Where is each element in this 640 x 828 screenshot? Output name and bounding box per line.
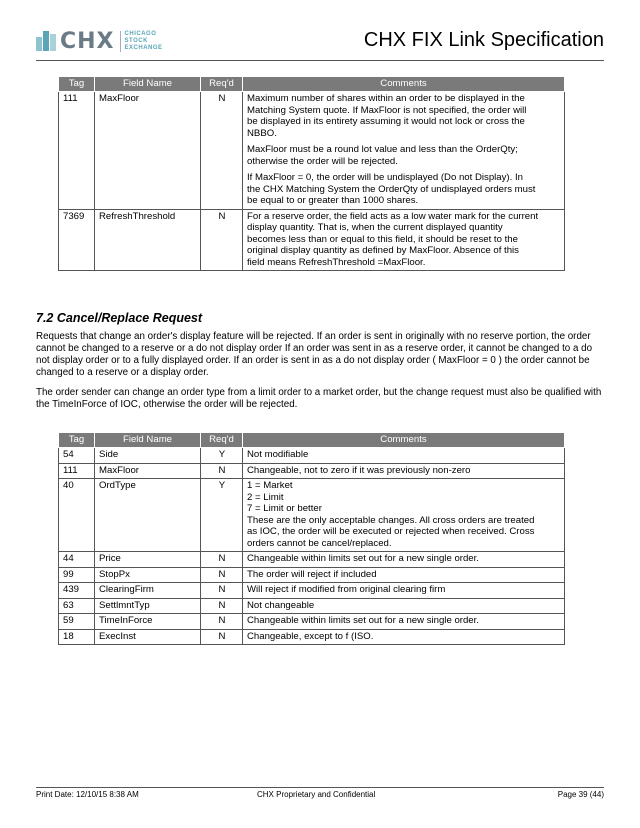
comment-paragraph <box>247 144 561 167</box>
cell-reqd: Y <box>201 479 243 552</box>
cell-field-name: ExecInst <box>95 629 201 645</box>
section-paragraph-2: The order sender can change an order type from a limit order to a market order, but the change request must also be qualified with the TimeInForce of IOC, otherwise the order will be rejected. <box>36 387 602 410</box>
page-header <box>36 26 604 58</box>
cell-reqd: N <box>201 92 243 210</box>
table-header-row <box>59 77 565 92</box>
comment-line: be equal to or greater than 1000 shares. <box>247 195 419 206</box>
table-row <box>59 567 565 583</box>
cell-field-name: OrdType <box>95 479 201 552</box>
chx-logo <box>36 28 163 54</box>
cell-reqd: N <box>201 209 243 271</box>
maxfloor-fields-table <box>58 76 565 271</box>
comment-paragraph <box>247 465 561 477</box>
comment-paragraph <box>247 631 561 643</box>
comment-paragraph <box>247 584 561 596</box>
cell-comments <box>243 448 565 464</box>
header-divider <box>36 60 604 61</box>
cell-reqd: Y <box>201 448 243 464</box>
column-header-reqd: Req'd <box>201 77 243 92</box>
comment-paragraph <box>247 480 561 549</box>
footer-confidential: CHX Proprietary and Confidential <box>257 790 376 799</box>
cell-comments <box>243 92 565 210</box>
comment-paragraph <box>247 615 561 627</box>
table-row <box>59 209 565 271</box>
cell-tag: 18 <box>59 629 95 645</box>
column-header-comments: Comments <box>243 77 565 92</box>
comment-line: 2 = Limit <box>247 491 284 503</box>
cell-tag: 439 <box>59 583 95 599</box>
cell-field-name: StopPx <box>95 567 201 583</box>
cell-field-name: TimeInForce <box>95 614 201 630</box>
comment-line: Changeable, not to zero if it was previously non-zero <box>247 464 471 476</box>
column-header-tag: Tag <box>59 77 95 92</box>
table-row <box>59 92 565 210</box>
comment-line: Will reject if modified from original clearing firm <box>247 584 446 595</box>
logo-text: CHX <box>60 28 115 54</box>
cell-comments <box>243 567 565 583</box>
cell-comments <box>243 614 565 630</box>
cell-comments <box>243 598 565 614</box>
cell-tag: 111 <box>59 463 95 479</box>
table-row <box>59 629 565 645</box>
comment-line: These are the only acceptable changes. All cross orders are treated <box>247 514 535 526</box>
cell-field-name: RefreshThreshold <box>95 209 201 271</box>
footer-page-number: Page 39 (44) <box>557 790 604 799</box>
footer-print-date: Print Date: 12/10/15 8:38 AM <box>36 790 139 799</box>
cell-field-name: Price <box>95 552 201 568</box>
cell-comments <box>243 209 565 271</box>
cell-reqd: N <box>201 583 243 599</box>
comment-line: Changeable within limits set out for a new single order. <box>247 615 479 626</box>
comment-line: 7 = Limit or better <box>247 503 322 514</box>
cell-comments <box>243 463 565 479</box>
comment-paragraph <box>247 211 561 269</box>
column-header-reqd: Req'd <box>201 433 243 448</box>
comment-line: NBBO. <box>247 127 277 139</box>
comment-line: becomes less than or equal to this field, it should be reset to the <box>247 233 518 245</box>
comment-paragraph <box>247 449 561 461</box>
comment-line: Changeable within limits set out for a new single order. <box>247 553 479 564</box>
comment-paragraph <box>247 600 561 612</box>
cell-comments <box>243 552 565 568</box>
column-header-field-name: Field Name <box>95 77 201 92</box>
column-header-field-name: Field Name <box>95 433 201 448</box>
column-header-comments: Comments <box>243 433 565 448</box>
comment-line: field means RefreshThreshold =MaxFloor. <box>247 256 426 268</box>
cell-tag: 44 <box>59 552 95 568</box>
comment-line: original display quantity as defined by MaxFloor. Absence of this <box>247 245 519 256</box>
chx-logo-mark-icon <box>36 31 56 51</box>
comment-line: MaxFloor must be a round lot value and less than the OrderQty; <box>247 144 518 155</box>
cell-field-name: SettlmntTyp <box>95 598 201 614</box>
cell-comments <box>243 479 565 552</box>
comment-paragraph <box>247 93 561 139</box>
cell-reqd: N <box>201 614 243 630</box>
comment-line: otherwise the order will be rejected. <box>247 155 398 167</box>
cell-tag: 7369 <box>59 209 95 271</box>
comment-line: be displayed in its entirety assuming it would not lock or cross the <box>247 116 525 127</box>
comment-line: as IOC, the order will be executed or rejected when received. Cross <box>247 526 535 537</box>
cell-tag: 111 <box>59 92 95 210</box>
table-row <box>59 463 565 479</box>
footer-divider <box>36 787 604 788</box>
comment-line: Changeable, except to f (ISO. <box>247 630 374 642</box>
comment-line: Maximum number of shares within an order to be displayed in the <box>247 93 525 104</box>
cell-reqd: N <box>201 552 243 568</box>
comment-paragraph <box>247 172 561 207</box>
column-header-tag: Tag <box>59 433 95 448</box>
table-row <box>59 614 565 630</box>
document-title: CHX FIX Link Specification <box>363 29 604 51</box>
comment-paragraph <box>247 569 561 581</box>
comment-line: Matching System quote. If MaxFloor is not specified, the order will <box>247 104 527 116</box>
cell-tag: 63 <box>59 598 95 614</box>
table-header-row <box>59 433 565 448</box>
cell-tag: 59 <box>59 614 95 630</box>
table-row <box>59 598 565 614</box>
table-row <box>59 448 565 464</box>
cell-tag: 40 <box>59 479 95 552</box>
comment-line: The order will reject if included <box>247 568 377 580</box>
comment-line: Not changeable <box>247 599 315 611</box>
cell-comments <box>243 583 565 599</box>
comment-line: orders cannot be cancel/replaced. <box>247 537 392 549</box>
table-row <box>59 583 565 599</box>
table-row <box>59 552 565 568</box>
cell-reqd: N <box>201 567 243 583</box>
cell-reqd: N <box>201 463 243 479</box>
cancel-replace-fields-table <box>58 432 565 645</box>
cell-field-name: MaxFloor <box>95 463 201 479</box>
cell-comments <box>243 629 565 645</box>
cell-tag: 99 <box>59 567 95 583</box>
logo-subtext: CHICAGO STOCK EXCHANGE <box>120 31 163 52</box>
cell-field-name: Side <box>95 448 201 464</box>
comment-line: Not modifiable <box>247 449 309 460</box>
comment-line: display quantity. That is, when the current displayed quantity <box>247 222 503 233</box>
table-row <box>59 479 565 552</box>
comment-line: If MaxFloor = 0, the order will be undisplayed (Do not Display). In <box>247 172 523 183</box>
cell-field-name: MaxFloor <box>95 92 201 210</box>
cell-tag: 54 <box>59 448 95 464</box>
section-heading: 7.2 Cancel/Replace Request <box>36 311 203 325</box>
comment-paragraph <box>247 553 561 565</box>
cell-reqd: N <box>201 598 243 614</box>
comment-line: 1 = Market <box>247 480 293 491</box>
comment-line: For a reserve order, the field acts as a low water mark for the current <box>247 210 539 222</box>
section-paragraph-1: Requests that change an order's display feature will be rejected. If an order is sent in originally with no reserve portion, the order cannot be changed to a reserve or a do not display order If an order was sent in as a reserve order, it cannot be changed to a do not display order or to a fully displayed order. If an order is sent in as a do not display order ( MaxFloor = 0 ) the order cannot be changed to a reserve or a display order. <box>36 331 593 378</box>
cell-reqd: N <box>201 629 243 645</box>
comment-line: the CHX Matching System the OrderQty of undisplayed orders must <box>247 183 536 195</box>
cell-field-name: ClearingFirm <box>95 583 201 599</box>
